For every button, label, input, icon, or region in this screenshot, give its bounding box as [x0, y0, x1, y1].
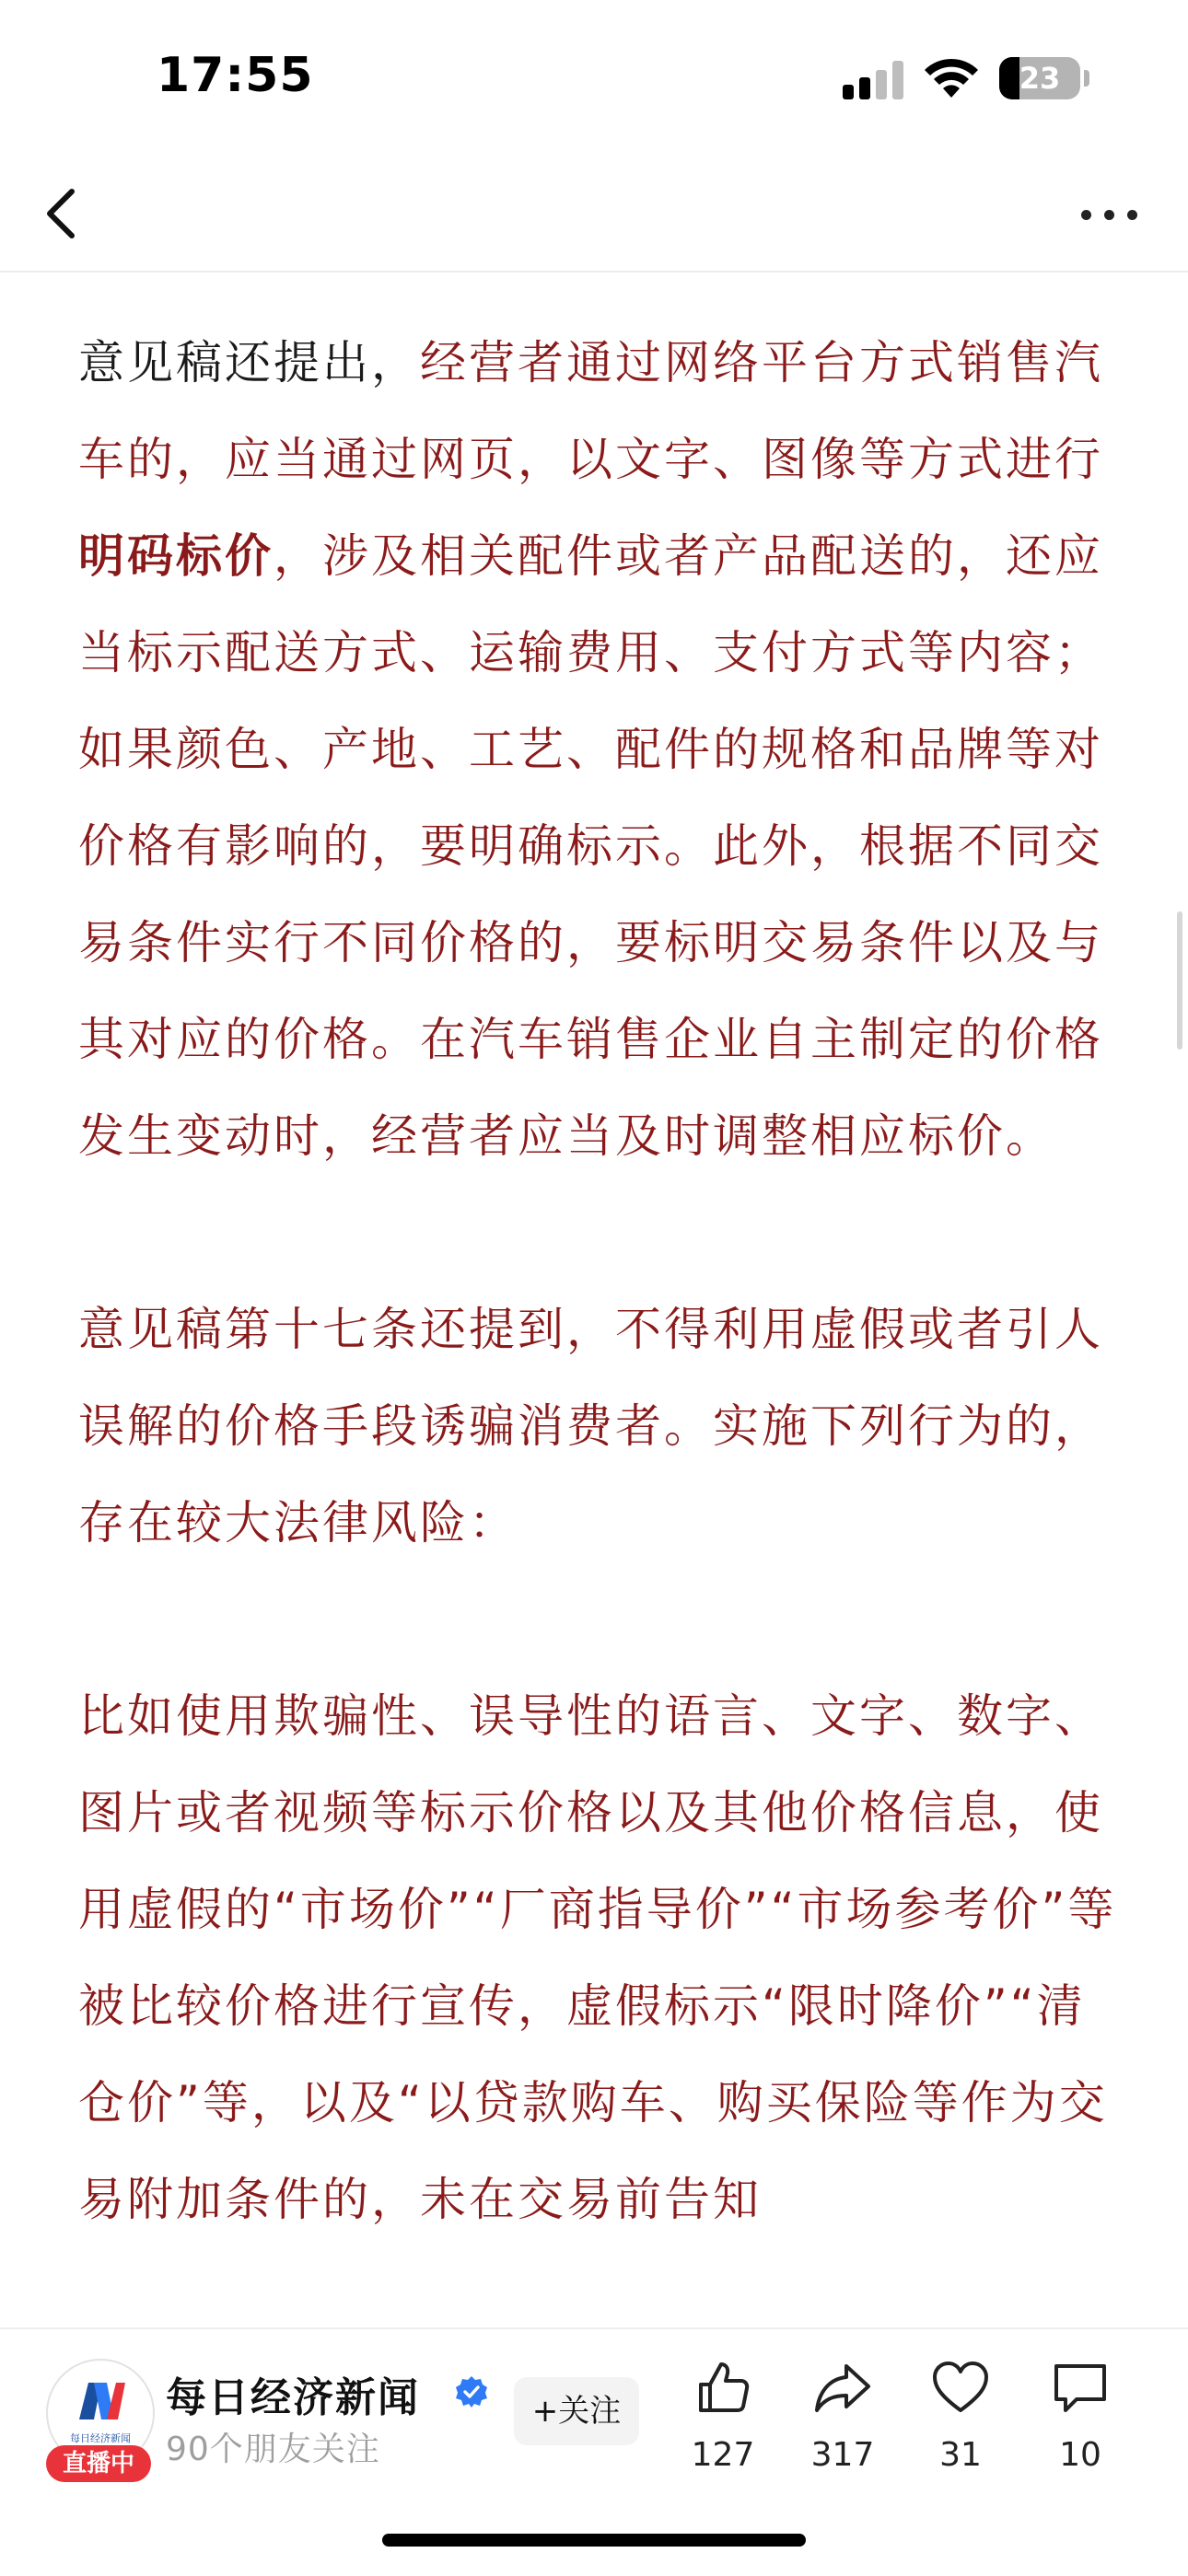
- ellipsis-icon: [1081, 210, 1091, 220]
- nav-bar: [0, 157, 1188, 273]
- avatar-caption: 每日经济新闻: [70, 2432, 131, 2444]
- follow-button[interactable]: +关注: [514, 2377, 639, 2445]
- home-indicator[interactable]: [382, 2534, 806, 2547]
- bold-highlight: 明码标价: [78, 529, 274, 583]
- paragraph-text: 比如使用欺骗性、误导性的语言、文字、数字、图片或者视频等标示价格以及其他价格信息，使用虚假的“市场价”“厂商指导价”“市场参考价”等被比较价格进行宣传，虚假标示“限时降价”“清仓价”等，以及“以贷款购车、购买保险等作为交易附加条件的，未在交易前告知: [78, 1689, 1117, 2226]
- article-paragraph: [78, 1668, 1128, 2248]
- live-badge[interactable]: 直播中: [46, 2445, 151, 2482]
- paragraph-text: 意见稿第十七条还提到，不得利用虚假或者引人误解的价格手段诱骗消费者。实施下列行为的，存在较大法律风险：: [78, 1303, 1103, 1549]
- thumbs-up-icon: [693, 2359, 752, 2418]
- share-button[interactable]: [792, 2359, 893, 2488]
- battery-level: 23: [1019, 61, 1061, 96]
- paragraph-text: ，涉及相关配件或者产品配送的，还应当标示配送方式、运输费用、支付方式等内容；如果颜色、产地、工艺、配件的规格和品牌等对价格有影响的，要明确标示。此外，根据不同交易条件实行不同价格的，要标明交易条件以及与其对应的价格。在汽车销售企业自主制定的价格发生变动时，经营者应当及时调整相应标价。: [78, 529, 1103, 1163]
- friends-following-text: 90个朋友关注: [166, 2431, 380, 2468]
- article-body: [78, 315, 1128, 2248]
- like-count: 127: [691, 2436, 755, 2474]
- comment-button[interactable]: [1030, 2359, 1131, 2488]
- publisher-logo-icon: [74, 2379, 127, 2423]
- status-time: 17:55: [157, 48, 314, 103]
- paragraph-text: 经营者通过网络平台方式销售汽车的，应当通过网页，以文字、图像等方式进行: [78, 336, 1103, 486]
- paragraph-lead: 意见稿还提出，: [78, 336, 420, 389]
- publisher-name[interactable]: 每日经济新闻: [166, 2374, 420, 2421]
- comment-icon: [1051, 2359, 1110, 2418]
- share-count: 317: [810, 2436, 875, 2474]
- article-paragraph: [78, 1282, 1128, 1572]
- battery-icon: [999, 57, 1080, 99]
- comment-count: 10: [1059, 2436, 1101, 2474]
- article-paragraph: [78, 315, 1128, 1185]
- back-button[interactable]: [33, 175, 107, 252]
- favorite-button[interactable]: [910, 2359, 1011, 2488]
- wifi-icon: [923, 55, 980, 99]
- favorite-count: 31: [939, 2436, 982, 2474]
- more-options-button[interactable]: [1068, 184, 1151, 243]
- share-icon: [813, 2359, 872, 2418]
- chevron-left-icon: [33, 175, 107, 252]
- verified-badge-icon: [455, 2375, 488, 2408]
- cellular-signal-icon: [843, 61, 903, 99]
- status-bar: [0, 0, 1188, 157]
- heart-icon: [931, 2359, 990, 2418]
- battery-tip: [1084, 70, 1089, 87]
- scroll-indicator[interactable]: [1177, 911, 1182, 1050]
- like-button[interactable]: [672, 2359, 774, 2488]
